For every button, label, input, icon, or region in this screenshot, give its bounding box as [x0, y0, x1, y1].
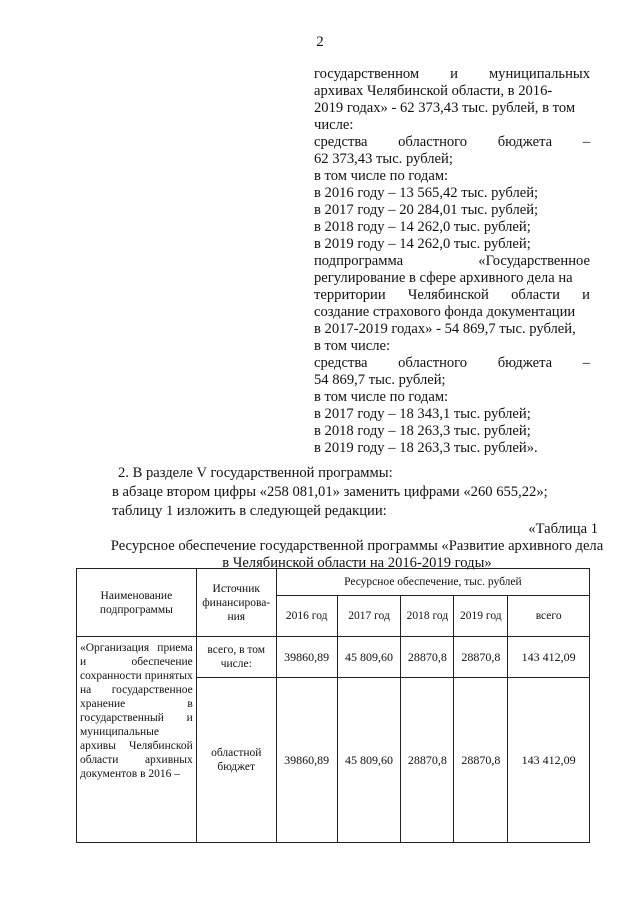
text-line: территории Челябинской области и [314, 287, 590, 303]
text-line: в 2017-2019 годах» - 54 869,7 тыс. рублей, [314, 321, 576, 337]
text-line: в 2017 году – 18 343,1 тыс. рублей; [314, 406, 531, 422]
text-line: в 2019 году – 18 263,3 тыс. рублей». [314, 440, 538, 456]
section-heading: 2. В разделе V государственной программы: [118, 465, 393, 481]
header-year: 2017 год [337, 596, 401, 637]
text-line: 2019 годах» - 62 373,43 тыс. рублей, в том [314, 100, 576, 116]
header-resource-provision: Ресурсное обеспечение, тыс. рублей [276, 569, 589, 596]
header-funding-source: Источник финансирова-ния [196, 569, 276, 637]
value-cell: 45 809,60 [337, 637, 401, 678]
text-line: средства областного бюджета – [314, 134, 590, 150]
text-line: подпрограмма «Государственное [314, 253, 590, 269]
value-cell: 45 809,60 [337, 678, 401, 843]
value-cell: 28870,8 [454, 678, 508, 843]
page-number: 2 [316, 34, 324, 50]
text-line: государственном и муниципальных [314, 66, 590, 82]
text-line: в 2018 году – 18 263,3 тыс. рублей; [314, 423, 531, 439]
text-line: в 2019 году – 14 262,0 тыс. рублей; [314, 236, 531, 252]
table-label: «Таблица 1 [528, 521, 598, 537]
text-line: в 2018 году – 14 262,0 тыс. рублей; [314, 219, 531, 235]
resource-table [76, 568, 590, 843]
table-row [77, 637, 590, 678]
text-line: 54 869,7 тыс. рублей; [314, 372, 446, 388]
text-line: создание страхового фонда документации [314, 304, 576, 320]
amendment-paragraph: таблицу 1 изложить в следующей редакции: [112, 503, 387, 519]
subprogram-name-cell: «Организация приема и обеспечение сохранности принятых на государственное хранение в государственный и муниципальные архивы Челябинской области архивных документов в 2016 – [77, 637, 197, 843]
text-line: средства областного бюджета – [314, 355, 590, 371]
funding-source-cell: областной бюджет [196, 678, 276, 843]
text-line: в том числе: [314, 338, 391, 354]
value-cell: 28870,8 [401, 637, 454, 678]
text-line: в 2016 году – 13 565,42 тыс. рублей; [314, 185, 539, 201]
text-line: архивах Челябинской области, в 2016- [314, 83, 553, 99]
text-line: регулирование в сфере архивного дела на [314, 270, 573, 286]
text-line: 62 373,43 тыс. рублей; [314, 151, 453, 167]
text-line: в том числе по годам: [314, 168, 449, 184]
text-line: в 2017 году – 20 284,01 тыс. рублей; [314, 202, 539, 218]
text-line: числе: [314, 117, 354, 133]
funding-text-block [314, 66, 590, 457]
value-cell: 28870,8 [401, 678, 454, 843]
value-cell: 143 412,09 [508, 678, 590, 843]
funding-source-cell: всего, в том числе: [196, 637, 276, 678]
header-subprogram-name: Наименование подпрограммы [77, 569, 197, 637]
value-cell: 39860,89 [276, 637, 337, 678]
table-header-row [77, 569, 590, 596]
text-line: в том числе по годам: [314, 389, 449, 405]
value-cell: 28870,8 [454, 637, 508, 678]
header-year: 2016 год [276, 596, 337, 637]
header-year: 2018 год [401, 596, 454, 637]
table-caption: Ресурсное обеспечение государственной программы «Развитие архивного дела в Челябинской области на 2016-2019 годы» [110, 538, 604, 571]
value-cell: 143 412,09 [508, 637, 590, 678]
value-cell: 39860,89 [276, 678, 337, 843]
header-total: всего [508, 596, 590, 637]
amendment-paragraph: в абзаце втором цифры «258 081,01» заменить цифрами «260 655,22»; [112, 484, 548, 500]
header-year: 2019 год [454, 596, 508, 637]
